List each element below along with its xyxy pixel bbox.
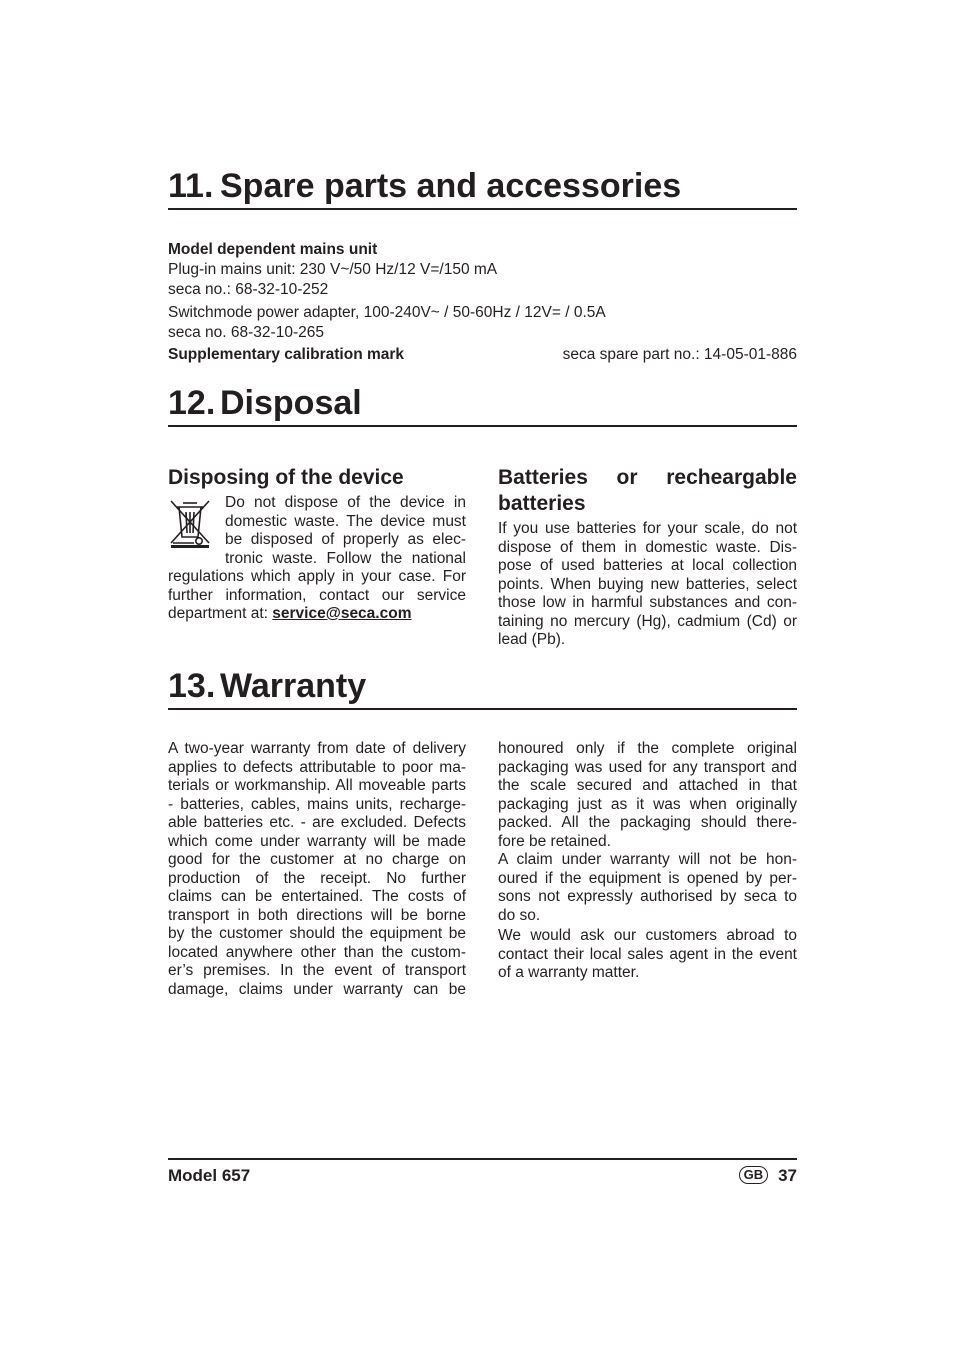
disposing-device-text-bottom: regulations which apply in your case. For further information, contact our service department at: service@seca.com: [168, 568, 466, 622]
section-13-title: Warranty: [220, 667, 367, 705]
calibration-mark-label: Supplementary calibration mark: [168, 346, 405, 363]
footer-rule: [168, 1158, 797, 1160]
section-12-heading: 12. Disposal: [168, 383, 797, 427]
crossed-out-wheelie-bin-icon: [168, 497, 212, 549]
plugin-mains-part-no: seca no.: 68-32-10-252: [168, 281, 329, 298]
service-email-link[interactable]: service@seca.com: [272, 605, 412, 622]
plugin-mains-spec: Plug-in mains unit: 230 V~/50 Hz/12 V=/150 mA: [168, 261, 498, 278]
disposing-device-heading: Disposing of the device: [168, 466, 404, 489]
warranty-text-left: A two-year warranty from date of delivery applies to defects attributable to poor ma- terials or workmanship. All moveable parts - batteries, cables, mains units, recharge- able batteries etc. - are excluded. Defects which come under warranty will be made good for the customer at no charge on production of the receipt. No further claims can be entertained. The costs of transport in both directions will be borne by the customer should the equipment be located anywhere other than the custom- er’s premises. In the event of transport damage, claims under warranty can be: [168, 740, 466, 998]
batteries-text: If you use batteries for your scale, do not dispose of them in domestic waste. Dis- pose of used batteries at local collection points. When buying new batteries, select those low in harmful substances and con- taining no mercury (Hg), cadmium (Cd) or lead (Pb).: [498, 520, 797, 648]
language-badge-gb: GB: [739, 1166, 769, 1184]
switchmode-part-no: seca no. 68-32-10-265: [168, 324, 324, 341]
section-12-title: Disposal: [220, 384, 362, 422]
section-11-title: Spare parts and accessories: [220, 167, 682, 205]
page-number: 37: [778, 1166, 797, 1185]
footer-page-info: [739, 1165, 797, 1187]
calibration-mark-part-no: seca spare part no.: 14-05-01-886: [562, 346, 797, 363]
disposing-device-text-top: Do not dispose of the device in domestic waste. The device must be disposed of properly as elec- tronic waste. Follow the national: [225, 494, 466, 567]
batteries-heading: Batteries or recheargable batteries: [498, 466, 797, 515]
footer-model: Model 657: [168, 1166, 251, 1185]
switchmode-spec: Switchmode power adapter, 100-240V~ / 50-60Hz / 12V= / 0.5A: [168, 304, 606, 321]
section-13-heading: 13. Warranty: [168, 666, 797, 710]
mains-unit-heading: Model dependent mains unit: [168, 241, 378, 258]
section-11-heading: 11. Spare parts and accessories: [168, 166, 797, 210]
manual-page: [168, 0, 797, 1348]
warranty-text-right: honoured only if the complete original packaging was used for any transport and the scale secured and attached in that packaging just as it was when originally packed. All the packaging should there- fore be retained. A claim under warranty will not be hon- oured if the equipment is opened by per- sons not expressly authorised by seca to do so. We would ask our customers abroad to contact their local sales agent in the event of a warranty matter.: [498, 740, 797, 981]
